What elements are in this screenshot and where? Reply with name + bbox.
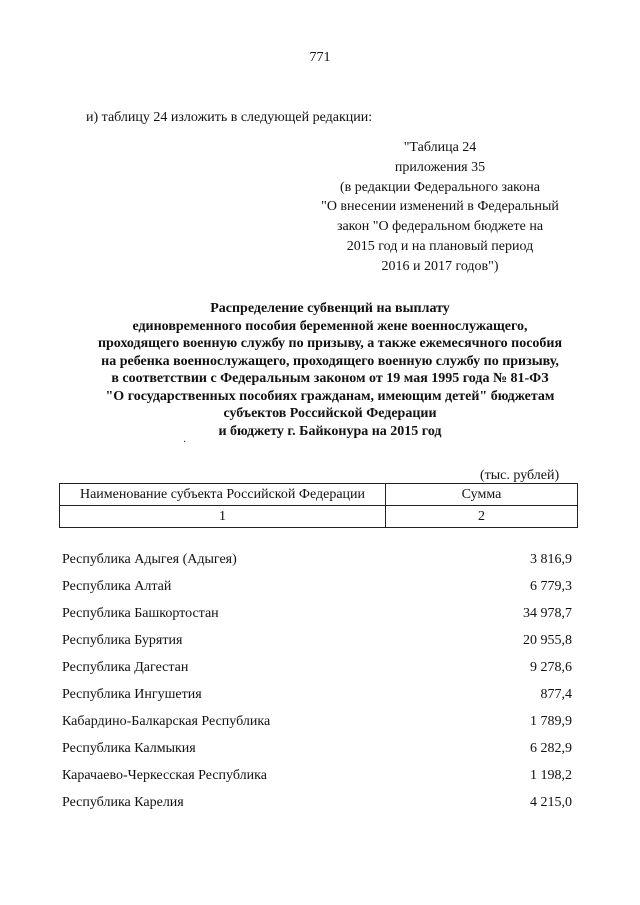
table-row <box>62 686 572 713</box>
table-row <box>62 740 572 767</box>
region-sum: 3 816,9 <box>530 552 572 567</box>
annex-line: 2016 и 2017 годов") <box>381 258 499 274</box>
title-line: единовременного пособия беременной жене военнослужащего, <box>132 318 528 334</box>
region-sum: 1 198,2 <box>530 768 572 783</box>
page-number: 771 <box>309 50 331 65</box>
title-line: в соответствии с Федеральным законом от 19 мая 1995 года № 81-ФЗ <box>111 371 549 386</box>
region-name: Республика Калмыкия <box>62 741 196 756</box>
region-name: Карачаево-Черкесская Республика <box>62 768 267 783</box>
region-name: Республика Дагестан <box>62 660 189 675</box>
table-row <box>62 605 572 632</box>
region-name: Республика Адыгея (Адыгея) <box>62 552 237 567</box>
region-sum: 6 779,3 <box>530 579 572 594</box>
header-num-2: 2 <box>386 506 578 528</box>
title-line: субъектов Российской Федерации <box>223 406 437 421</box>
table-row <box>62 551 572 578</box>
table-row <box>62 794 572 821</box>
annex-line: (в редакции Федерального закона <box>340 179 540 195</box>
region-name: Республика Башкортостан <box>62 606 219 621</box>
region-name: Республика Ингушетия <box>62 687 202 702</box>
title-line: на ребенка военнослужащего, проходящего военную службу по призыву, <box>101 353 559 369</box>
annex-line: закон "О федеральном бюджете на <box>336 219 544 235</box>
region-name: Республика Алтай <box>62 579 172 594</box>
title-line: проходящего военную службу по призыву, а также ежемесячного пособия <box>97 336 563 351</box>
table-header <box>59 483 578 528</box>
annex-line: 2015 год и на плановый период <box>346 238 534 254</box>
header-col-name: Наименование субъекта Российской Федерации <box>60 484 386 506</box>
region-sum: 20 955,8 <box>523 633 572 648</box>
annex-line: "Таблица 24 <box>403 140 477 155</box>
region-sum: 9 278,6 <box>530 660 572 675</box>
region-name: Кабардино-Балкарская Республика <box>62 714 271 729</box>
title-line: Распределение субвенций на выплату <box>210 301 450 316</box>
region-name: Республика Бурятия <box>62 633 183 648</box>
region-name: Республика Карелия <box>62 795 184 810</box>
table-row <box>62 578 572 605</box>
region-sum: 34 978,7 <box>523 606 572 621</box>
table-row <box>62 767 572 794</box>
annex-line: приложения 35 <box>394 159 486 175</box>
title-line: и бюджету г. Байконура на 2015 год <box>218 423 442 439</box>
region-sum: 4 215,0 <box>530 795 572 810</box>
region-sum: 877,4 <box>540 687 572 702</box>
document-title <box>40 300 620 440</box>
header-num-1: 1 <box>60 506 386 528</box>
annex-reference <box>290 138 590 277</box>
title-line: "О государственных пособиях гражданам, имеющим детей" бюджетам <box>105 388 555 404</box>
annex-line: "О внесении изменений в Федеральный <box>321 199 559 215</box>
table-row <box>62 713 572 740</box>
table-row <box>62 659 572 686</box>
stray-mark: · <box>183 437 187 448</box>
region-sum: 1 789,9 <box>530 714 572 729</box>
units-label: (тыс. рублей) <box>480 468 560 483</box>
intro-text: и) таблицу 24 изложить в следующей редакции: <box>86 110 373 125</box>
table-row <box>62 632 572 659</box>
header-col-sum: Сумма <box>386 484 578 506</box>
region-sum: 6 282,9 <box>530 741 572 756</box>
table-body <box>62 551 572 821</box>
